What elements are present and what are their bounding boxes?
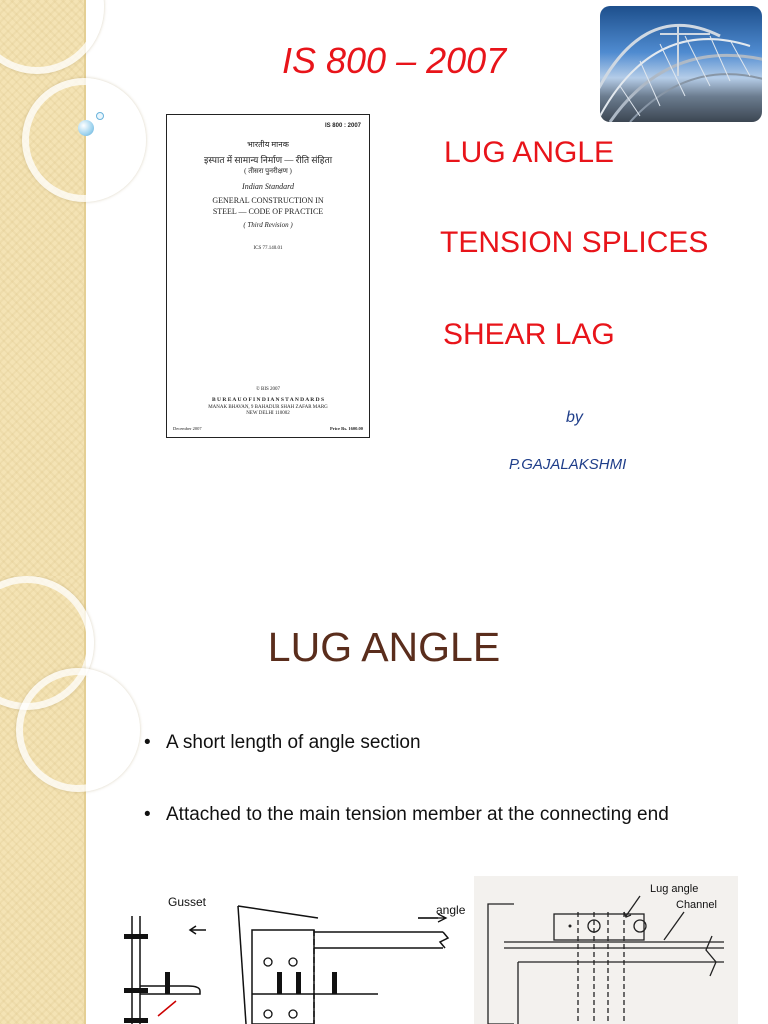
slide-title: IS 800 – 2007 bbox=[282, 40, 507, 81]
lug-angle-slide bbox=[0, 576, 768, 1024]
lug-angle-connection-figure bbox=[118, 876, 478, 1024]
cover-title-line1: GENERAL CONSTRUCTION IN bbox=[212, 196, 324, 205]
bullet-list bbox=[146, 732, 669, 826]
bullet-text: Attached to the main tension member at the connecting end bbox=[166, 804, 669, 825]
topic-lug-angle: LUG ANGLE bbox=[444, 136, 615, 169]
author-name: P.GAJALAKSHMI bbox=[509, 456, 627, 473]
cover-ics: ICS 77.140.01 bbox=[253, 246, 283, 251]
cover-code: IS 800 : 2007 bbox=[324, 123, 361, 129]
cover-price: Price Rs. 1600.00 bbox=[330, 426, 363, 431]
decorative-sidebar bbox=[0, 0, 86, 576]
bullet-item bbox=[146, 732, 669, 754]
cover-address-line1: MANAK BHAVAN, 9 BAHADUR SHAH ZAFAR MARG bbox=[208, 405, 328, 410]
steel-structure-photo bbox=[600, 6, 762, 122]
by-label: by bbox=[566, 409, 583, 426]
cover-copyright: © BIS 2007 bbox=[255, 387, 281, 392]
cover-address-line2: NEW DELHI 110002 bbox=[246, 411, 290, 416]
bullet-icon: • bbox=[144, 804, 151, 825]
steel-structure-icon bbox=[600, 6, 762, 122]
cover-revision: ( Third Revision ) bbox=[243, 221, 293, 229]
gusset-label: Gusset bbox=[168, 895, 207, 909]
slide-title: LUG ANGLE bbox=[267, 624, 501, 670]
lug-angle-label: Lug angle bbox=[650, 883, 699, 895]
decorative-bubble bbox=[78, 120, 94, 136]
channel-lug-figure bbox=[474, 876, 738, 1024]
decorative-ring bbox=[0, 0, 104, 74]
topic-shear-lag: SHEAR LAG bbox=[443, 318, 615, 351]
bullet-icon: • bbox=[144, 732, 151, 753]
decorative-ring bbox=[16, 668, 140, 792]
cover-date: December 2007 bbox=[173, 426, 202, 431]
cover-title-line2: STEEL — CODE OF PRACTICE bbox=[212, 207, 324, 216]
channel-lug-diagram bbox=[474, 876, 738, 1024]
bullet-item bbox=[146, 804, 669, 826]
channel-label: Channel bbox=[676, 899, 717, 911]
cover-standard: Indian Standard bbox=[242, 182, 294, 191]
cover-hindi-line1: भारतीय मानक bbox=[247, 140, 289, 149]
topic-tension-splices: TENSION SPLICES bbox=[440, 226, 709, 259]
cover-publisher: B U R E A U O F I N D I A N S T A N D A R D S bbox=[211, 397, 325, 403]
decorative-bubble bbox=[96, 112, 104, 120]
decorative-ring bbox=[22, 78, 146, 202]
cover-hindi-line3: ( तीसरा पुनरीक्षण ) bbox=[244, 167, 292, 175]
cover-hindi-line2: इस्पात में सामान्य निर्माण — रीति संहिता bbox=[203, 155, 333, 165]
is800-document-cover bbox=[166, 114, 370, 438]
bullet-text: A short length of angle section bbox=[166, 732, 421, 753]
angle-label: angle bbox=[436, 903, 466, 917]
